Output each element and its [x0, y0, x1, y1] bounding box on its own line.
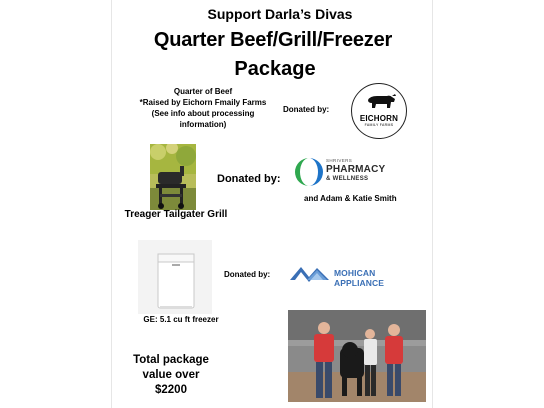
beef-description [128, 86, 278, 130]
mohican-mountain-icon [289, 262, 333, 284]
support-heading: Support Darla’s Divas [207, 6, 353, 22]
freezer-photo [138, 240, 212, 314]
eichorn-logo [351, 83, 407, 139]
pharmacy-logo-top: SHRIVERS [326, 158, 353, 163]
mohican-logo-text: MOHICAN APPLIANCE [334, 268, 385, 288]
grill-donated-by: Donated by: [217, 173, 281, 185]
freezer-label: GE: 5.1 cu ft freezer [143, 315, 219, 324]
grill-label: Treager Tailgater Grill [124, 209, 228, 220]
beef-line-2: *Raised by Eichorn Fmaily Farms [139, 98, 267, 107]
pharmacy-leaf-icon [293, 156, 325, 188]
pharmacy-logo-sub: & WELLNESS [326, 176, 369, 182]
pharmacy-logo-main: PHARMACY [326, 164, 386, 175]
beef-line-1: Quarter of Beef [173, 87, 233, 96]
total-line-1: Total package [133, 354, 209, 366]
total-line-3: $2200 [155, 384, 187, 396]
title-line-1: Quarter Beef/Grill/Freezer [153, 29, 393, 51]
total-line-2: value over [142, 369, 200, 381]
beef-line-4: information) [179, 120, 227, 129]
title-line-2: Package [234, 58, 316, 80]
eichorn-logo-name: EICHORN [359, 114, 399, 123]
eichorn-logo-sub: FAMILY FARMS [364, 123, 394, 127]
mohican-logo [289, 262, 415, 288]
beef-line-3: (See info about processing [151, 109, 255, 118]
pharmacy-logo [293, 156, 413, 188]
beef-donated-by: Donated by: [283, 105, 330, 114]
family-photo [288, 310, 426, 402]
additional-donors: and Adam & Katie Smith [304, 194, 397, 203]
freezer-donated-by: Donated by: [224, 270, 271, 279]
total-value [125, 353, 217, 398]
grill-photo [150, 144, 196, 210]
